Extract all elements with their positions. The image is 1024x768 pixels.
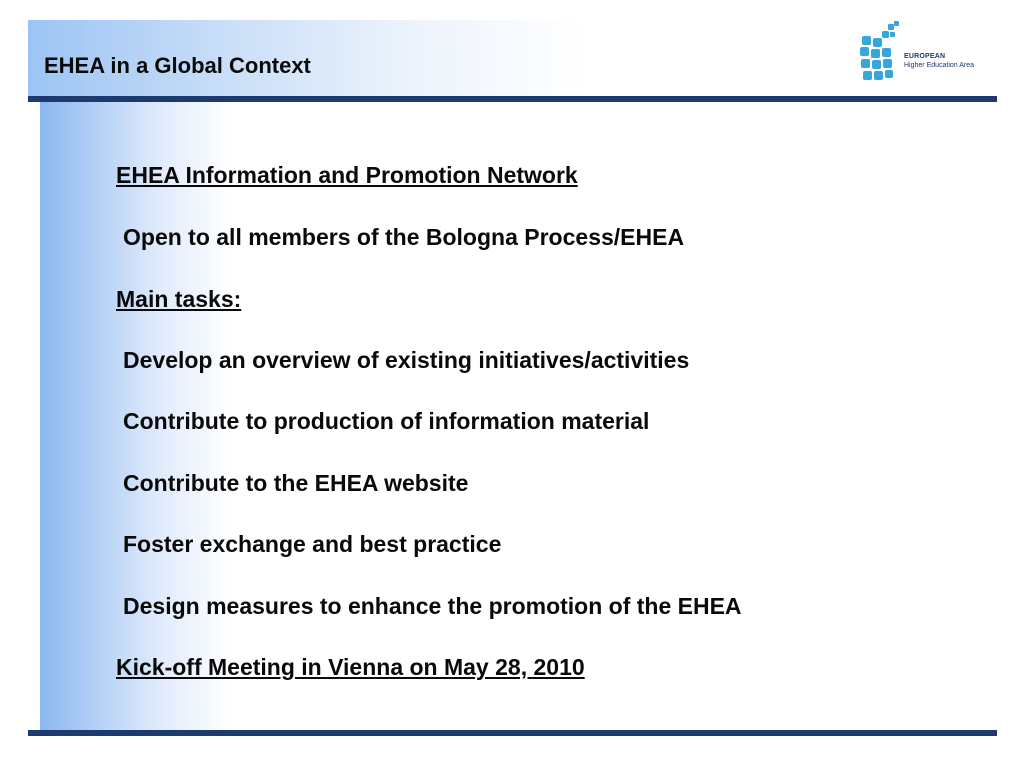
ehea-logo <box>858 20 988 90</box>
logo-subtitle: Higher Education Area <box>904 62 975 69</box>
task-item: Develop an overview of existing initiatives/activities <box>123 347 690 373</box>
slide-title: EHEA in a Global Context <box>44 53 311 78</box>
tasks-heading: Main tasks: <box>116 286 242 312</box>
kickoff-heading: Kick-off Meeting in Vienna on May 28, 2010 <box>116 654 585 680</box>
task-item: Contribute to the EHEA website <box>123 470 469 496</box>
intro-text: Open to all members of the Bologna Process/EHEA <box>123 224 685 250</box>
section-heading: EHEA Information and Promotion Network <box>116 162 578 188</box>
task-item: Design measures to enhance the promotion of the EHEA <box>123 593 742 619</box>
task-item: Foster exchange and best practice <box>123 531 502 557</box>
bottom-divider <box>28 730 997 736</box>
ehea-puzzle-logo-icon <box>858 20 904 86</box>
logo-title: EUROPEAN <box>904 53 946 60</box>
task-item: Contribute to production of information material <box>123 408 650 434</box>
